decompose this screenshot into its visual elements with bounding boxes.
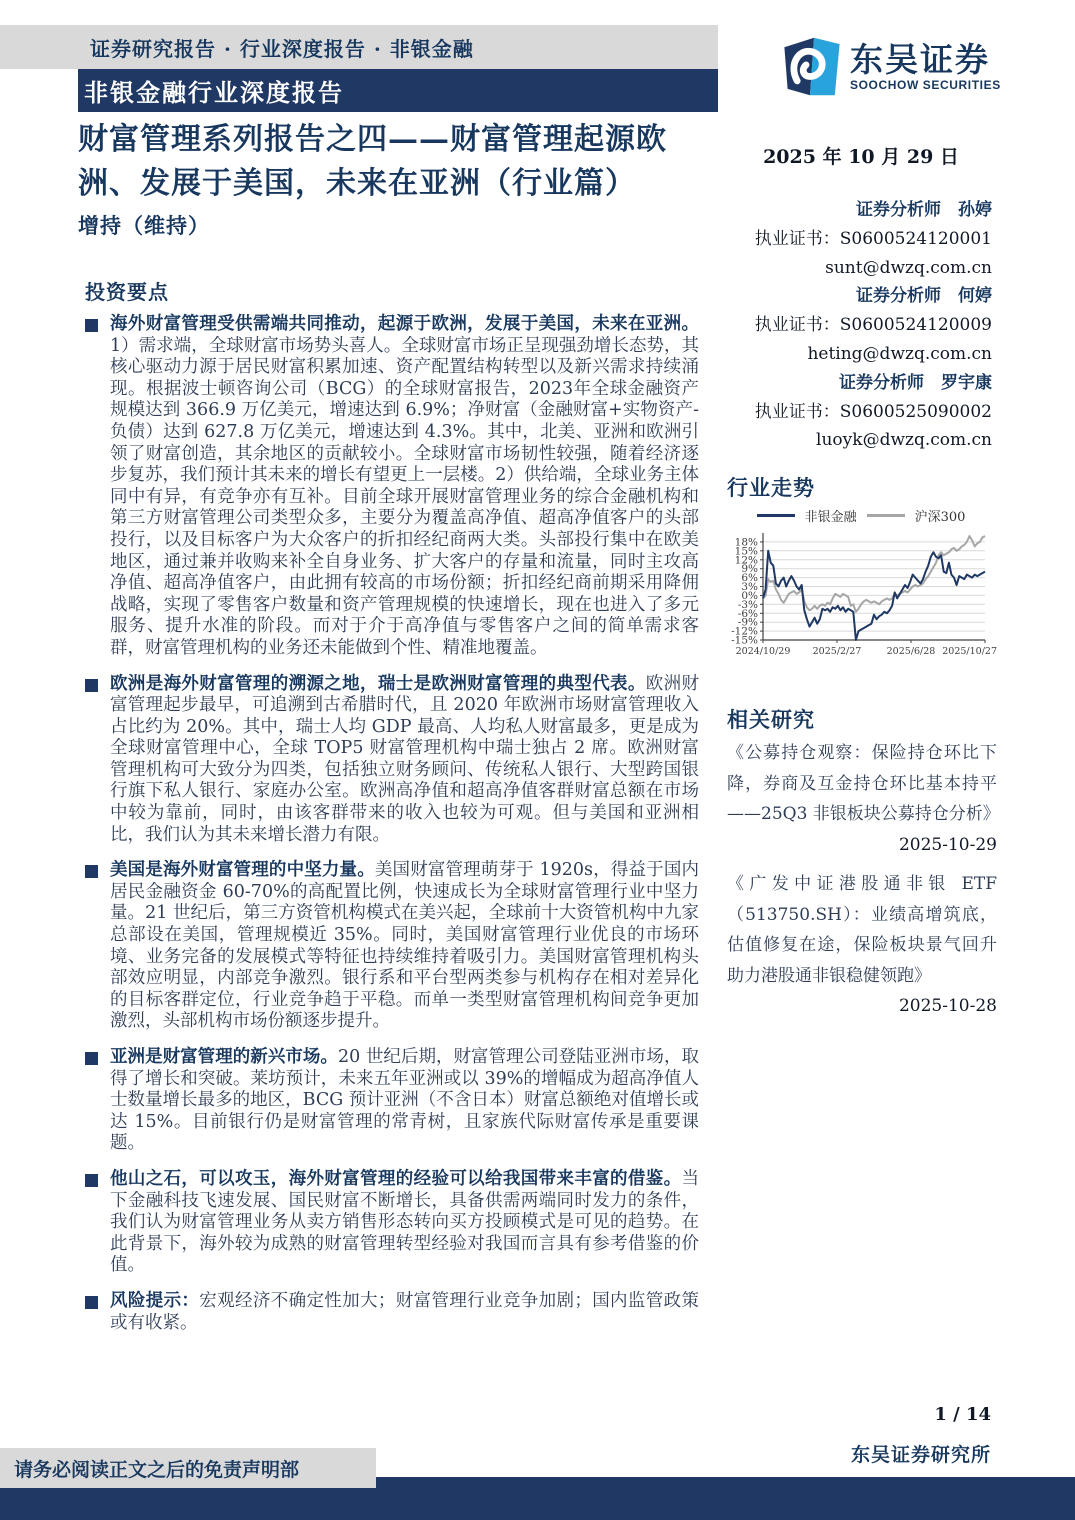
report-kicker: 证券研究报告 · 行业深度报告 · 非银金融 (90, 36, 474, 61)
svg-text:-3%: -3% (737, 598, 758, 611)
bullet-body: 20 世纪后期，财富管理公司登陆亚洲市场，取得了增长和突破。莱坊预计，未来五年亚洲或以 39%的增幅成为超高净值人士数量增长最多的地区，BCG 预计亚洲（不含日本）财富总额绝对值增长或达 15%。目前银行仍是财富管理的常青树，且家族代际财富传承是重要课题。 (110, 1047, 699, 1154)
disclaimer-text: 请务必阅读正文之后的免责声明部 (14, 1458, 300, 1481)
bullet-lead: 风险提示： (110, 1290, 200, 1311)
bullet-lead: 亚洲是财富管理的新兴市场。 (110, 1047, 338, 1067)
trend-chart (723, 506, 999, 660)
trend-section-heading: 行业走势 (727, 475, 815, 500)
analyst-email: luoyk@dwzq.com.cn (816, 430, 992, 451)
related-title: 《广发中证港股通非银 ETF（513750.SH）：业绩高增筑底，估值修复在途，保险板块景气回升助力港股通非银稳健领跑》 (727, 874, 997, 986)
highlights-list (85, 314, 699, 1348)
brand-name-cn: 东吴证券 (850, 39, 990, 79)
bullet-body: 欧洲财富管理起步最早，可追溯到古希腊时代，且 2020 年欧洲市场财富管理收入占比约为 20%。其中，瑞士人均 GDP 最高、人均私人财富最多，更是成为全球财富管理中心，全球 TOP5 财富管理机构中瑞士独占 2 席。欧洲财富管理机构可大致分为四类，包括独立财务顾问、传统私人银行、大型跨国银行旗下私人银行、家庭办公室。欧洲高净值和超高净值客群财富总额在市场中较为靠前，同时，由该客群带来的收入也较为可观。但与美国和亚洲相比，我们认为其未来增长潜力有限。 (110, 673, 699, 845)
bullet-lead: 欧洲是海外财富管理的溯源之地，瑞士是欧洲财富管理的典型代表。 (110, 673, 646, 694)
highlight-item (85, 1291, 699, 1334)
svg-text:2024/10/29: 2024/10/29 (735, 646, 791, 657)
analyst-cert: 执业证书：S0600524120009 (754, 315, 992, 336)
analyst-name: 证券分析师 何婷 (856, 286, 992, 307)
legend-line-feiyin (757, 514, 795, 517)
bullet-square-icon (85, 1052, 98, 1065)
bullet-square-icon (85, 679, 98, 692)
rating-badge: 增持（维持） (78, 213, 210, 238)
highlight-item (85, 1047, 699, 1155)
bullet-square-icon (85, 319, 98, 332)
bullet-body: 1）需求端，全球财富市场势头喜人。全球财富市场正呈现强劲增长态势，其核心驱动力源于居民财富积累加速、资产配置结构转型以及新兴需求持续涌现。根据波士顿咨询公司（BCG）的全球财富报告，2023年全球金融资产规模达到 366.9 万亿美元，增速达到 6.9%；净财富（金融财富+实物资产-负债）达到 627.8 万亿美元，增速达到 4.3%。其中，北美、亚洲和欧洲引领了财富创造，其余地区的贡献较小。全球财富市场韧性较强，随着经济逐步复苏，我们预计其未来的增长有望更上一层楼。2）供给端，全球业务主体同中有异，有竞争亦有互补。目前全球开展财富管理业务的综合金融机构和第三方财富管理公司类型众多，主要分为覆盖高净值、超高净值客户的头部投行，以及目标客户为大众客户的折扣经纪商两大类。头部投行集中在欧美地区，通过兼并收购来补全自身业务、扩大客户的存量和流量，同时主攻高净值、超高净值客户，由此拥有较高的市场份额；折扣经纪商前期采用降佣战略，实现了零售客户数量和资产管理规模的快速增长，现在也进入了多元服务、提升水准的阶段。而对于介于高净值与零售客户之间的简单需求客群，财富管理机构的业务还未能做到个性、精准地覆盖。 (110, 335, 699, 658)
related-research-item (727, 869, 997, 1022)
highlight-item (85, 1169, 699, 1277)
research-institute: 东吴证券研究所 (850, 1444, 991, 1466)
svg-text:18%: 18% (734, 536, 758, 549)
chart-legend (723, 506, 999, 524)
brand-name-en: SOOCHOW SECURITIES (850, 77, 1001, 92)
highlight-item (85, 314, 699, 660)
page-number: 1 / 14 (934, 1404, 991, 1425)
bullet-body: 当下金融科技飞速发展、国民财富不断增长，具备供需两端同时发力的条件，我们认为财富管理业务从卖方销售形态转向买方投顾模式是可见的趋势。在此背景下，海外较为成熟的财富管理转型经验对我国而言具有参考借鉴的价值。 (110, 1168, 699, 1276)
legend-label-feiyin: 非银金融 (804, 509, 857, 525)
bullet-body: 美国财富管理萌芽于 1920s，得益于国内居民金融资金 60-70%的高配置比例，快速成长为全球财富管理行业中坚力量。21 世纪后，第三方资管机构模式在美兴起，全球前十大资管机构中九家总部设在美国，管理规模近 35%。同时，美国财富管理行业优良的市场环境、业务完备的发展模式等特征也持续维持着吸引力。美国财富管理机构头部效应明显，内部竞争激烈。银行系和平台型两类参与机构存在相对差异化的目标客群定位，行业竞争趋于平稳。而单一类型财富管理机构间竞争更加激烈，头部机构市场份额逐步提升。 (110, 860, 699, 1032)
brand-logo (778, 36, 1001, 97)
svg-text:2025/10/27: 2025/10/27 (942, 646, 997, 657)
svg-text:-15%: -15% (731, 634, 758, 647)
report-kicker-band (0, 25, 718, 69)
svg-text:12%: 12% (734, 554, 758, 567)
related-section-heading: 相关研究 (727, 707, 815, 732)
analyst-block (700, 196, 992, 455)
bullet-lead: 海外财富管理受供需端共同推动，起源于欧洲，发展于美国，未来在亚洲。 (110, 314, 699, 334)
related-date: 2025-10-29 (898, 834, 997, 855)
disclaimer-box (0, 1448, 376, 1488)
highlight-item (85, 674, 699, 847)
analyst-cert: 执业证书：S0600524120001 (754, 228, 992, 249)
report-date: 2025 年 10 月 29 日 (763, 146, 959, 168)
report-title (78, 118, 723, 206)
legend-line-hs300 (867, 514, 905, 517)
svg-text:3%: 3% (741, 581, 758, 593)
svg-text:9%: 9% (741, 563, 758, 576)
bullet-lead: 美国是海外财富管理的中坚力量。 (110, 860, 375, 881)
report-series-title: 非银金融行业深度报告 (84, 78, 344, 107)
svg-text:2025/2/27: 2025/2/27 (812, 646, 862, 657)
related-title: 《公募持仓观察：保险持仓环比下降，券商及互金持仓环比基本持平——25Q3 非银板块公募持仓分析》 (727, 743, 1000, 824)
svg-text:15%: 15% (734, 545, 758, 558)
svg-text:-12%: -12% (731, 625, 758, 638)
bullet-body: 宏观经济不确定性加大；财富管理行业竞争加剧；国内监管政策或有收紧。 (110, 1290, 699, 1333)
related-research-item (727, 738, 1000, 860)
svg-text:0%: 0% (741, 589, 758, 602)
svg-text:-6%: -6% (737, 607, 758, 620)
brand-name (850, 39, 1001, 92)
bullet-square-icon (85, 1174, 98, 1187)
legend-label-hs300: 沪深300 (914, 509, 966, 525)
svg-text:6%: 6% (741, 572, 758, 585)
analyst-cert: 执业证书：S0600525090002 (754, 401, 992, 422)
bullet-square-icon (85, 865, 98, 878)
highlights-heading: 投资要点 (85, 280, 169, 304)
report-series-banner (78, 69, 718, 112)
svg-text:-9%: -9% (737, 616, 758, 629)
related-date: 2025-10-28 (898, 996, 997, 1016)
analyst-email: sunt@dwzq.com.cn (825, 257, 992, 278)
report-title-line1: 财富管理系列报告之四——财富管理起源欧 (78, 122, 667, 157)
svg-text:2025/6/28: 2025/6/28 (886, 646, 936, 657)
soochow-logo-icon (778, 36, 842, 97)
analyst-name: 证券分析师 孙婷 (856, 200, 992, 220)
trend-line-chart (723, 528, 999, 660)
highlight-item (85, 860, 699, 1033)
analyst-name: 证券分析师 罗宇康 (839, 372, 992, 393)
report-title-line2: 洲、发展于美国，未来在亚洲（行业篇） (78, 166, 636, 201)
bullet-square-icon (85, 1296, 98, 1309)
related-research-list (727, 738, 1000, 1031)
bullet-lead: 他山之石，可以攻玉，海外财富管理的经验可以给我国带来丰富的借鉴。 (110, 1168, 682, 1189)
analyst-email: heting@dwzq.com.cn (807, 343, 992, 364)
